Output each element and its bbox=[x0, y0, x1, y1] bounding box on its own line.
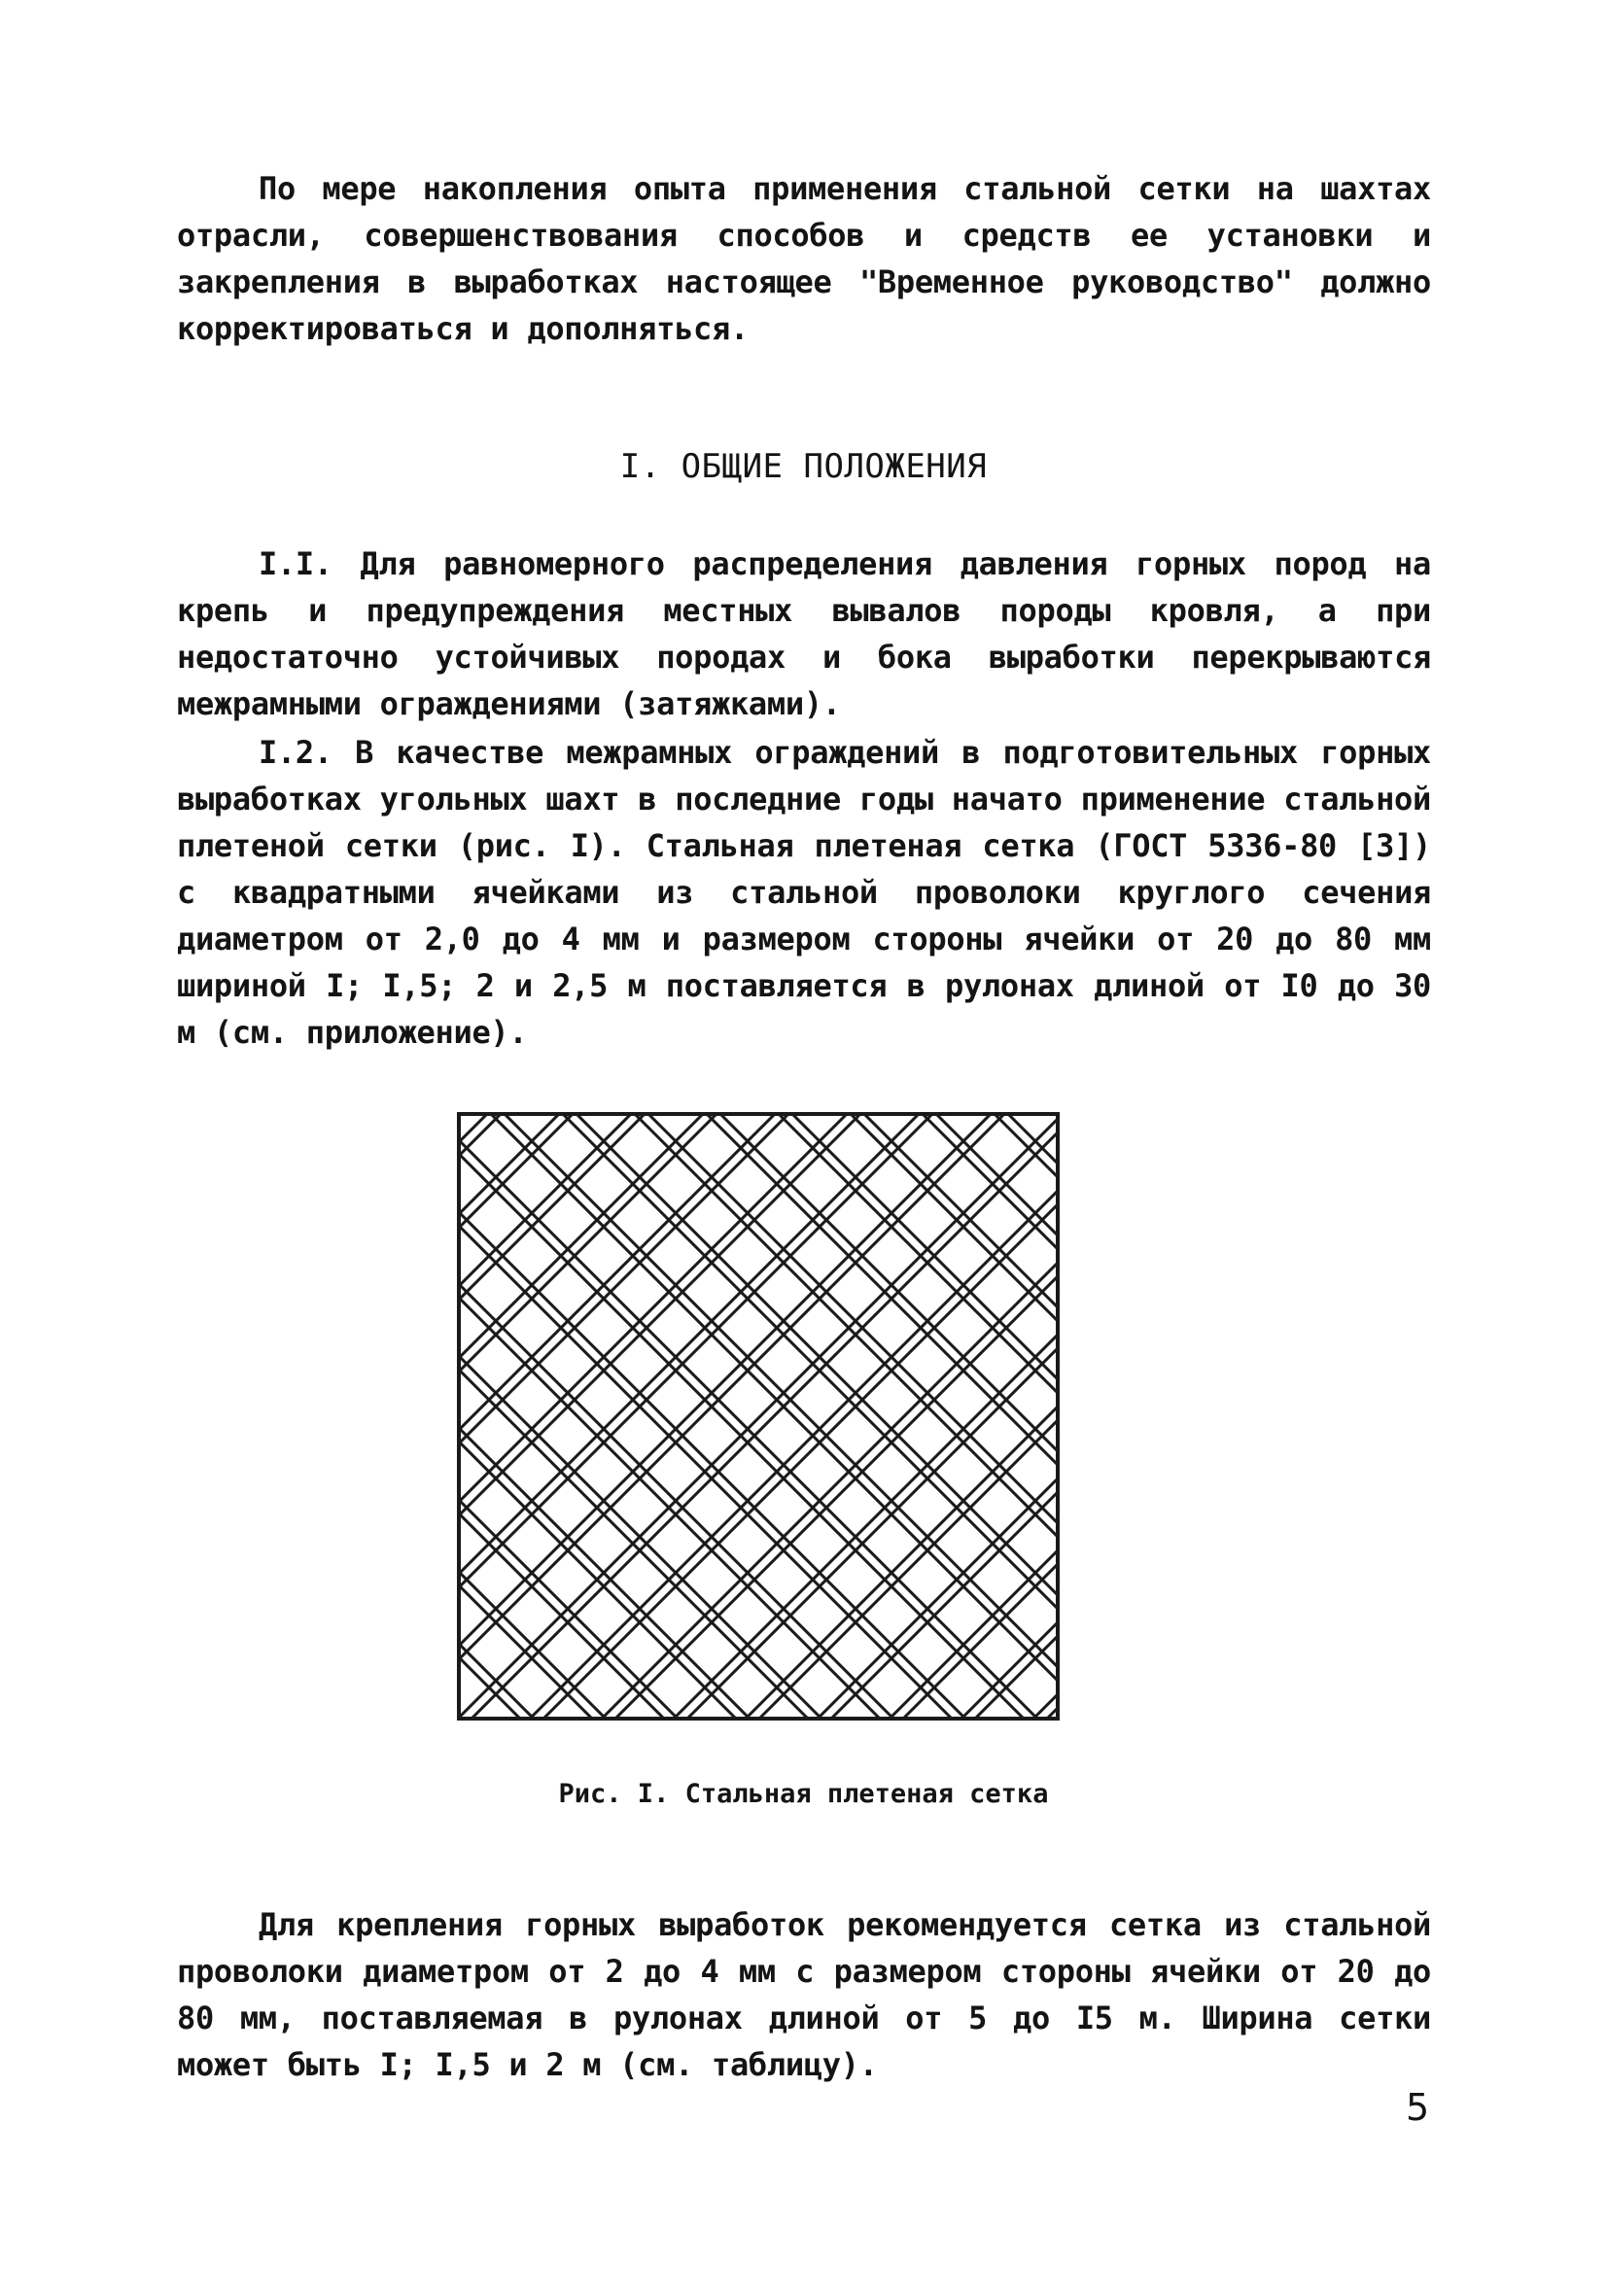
mesh-wire-down bbox=[862, 1112, 1060, 1721]
paragraph-1-1 bbox=[177, 540, 1431, 727]
figure-caption: Рис. I. Стальная плетеная сетка bbox=[558, 1779, 1049, 1809]
mesh-wire-down bbox=[457, 1112, 608, 1721]
wire-mesh-illustration bbox=[457, 1112, 1060, 1721]
section-heading: I. ОБЩИЕ ПОЛОЖЕНИЯ bbox=[619, 447, 988, 486]
mesh-wire-down bbox=[457, 1112, 967, 1721]
mesh-wire-down bbox=[457, 1112, 823, 1721]
recommendation-paragraph bbox=[177, 1901, 1431, 2088]
page-number: 5 bbox=[1406, 2086, 1430, 2129]
intro-text: По мере накопления опыта применения стальной сетки на шахтах отрасли, совершенствования способов и средств ее установки и закрепления в выработках настоящее "Временное руководство" должно корректироваться и дополняться. bbox=[177, 170, 1431, 347]
intro-paragraph bbox=[177, 165, 1431, 352]
mesh-wire-up bbox=[457, 1112, 503, 1721]
mesh-wire-up bbox=[685, 1112, 1060, 1721]
paragraph-1-1-text: I.I. Для равномерного распределения давления горных пород на крепь и предупреждения местных вывалов породы кровля, а при недостаточно устойчивых породах и бока выработки перекрываются межрамными ограждениями (затяжками). bbox=[177, 545, 1431, 722]
mesh-wire-down bbox=[457, 1112, 738, 1721]
mesh-wire-down bbox=[646, 1112, 1060, 1721]
paragraph-1-2 bbox=[177, 729, 1431, 1056]
wire-mesh-figure bbox=[457, 1112, 1060, 1721]
paragraph-1-2-text: I.2. В качестве межрамных ограждений в подготовительных горных выработках угольных шахт в последние годы начато применение стальной плетеной сетки (рис. I). Стальная плетеная сетка (ГОСТ 5336-80 [3]) с квадратными ячейками из стальной проволоки круглого сечения диаметром от 2,0 до 4 мм и размером стороны ячейки от 20 до 80 мм шириной I; I,5; 2 и 2,5 м поставляется в рулонах длиной от I0 до 30 м (см. приложение). bbox=[177, 734, 1431, 1051]
recommendation-text: Для крепления горных выработок рекомендуется сетка из стальной проволоки диаметром от 2 до 4 мм с размером стороны ячейки от 20 до 80 мм, поставляемая в рулонах длиной от 5 до I5 м. Ширина сетки может быть I; I,5 и 2 м (см. таблицу). bbox=[177, 1906, 1431, 2083]
